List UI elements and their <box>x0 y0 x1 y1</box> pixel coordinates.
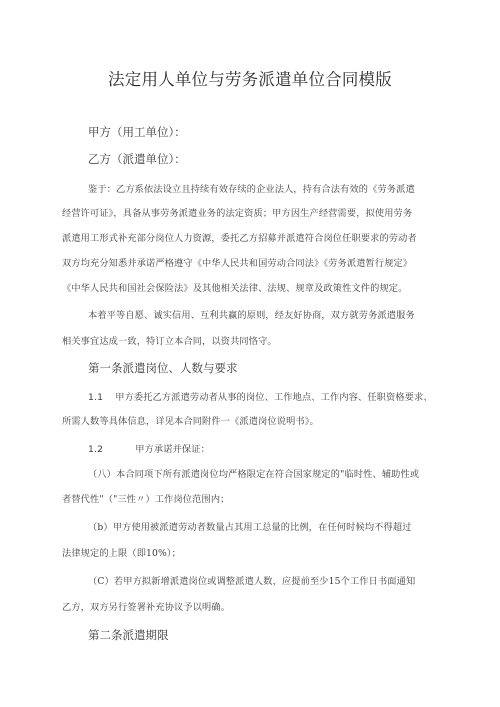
preamble-line-4: 双方均充分知悉并承诺严格遵守《中华人民共和国劳动合同法》《劳务派遣暂行规定》 <box>62 258 413 269</box>
article-1-heading: 第一条派遣岗位、人数与要求 <box>88 361 238 375</box>
agreement-line-2: 相关事宜达成一致，特订立本合同，以资共同恪守。 <box>62 336 277 347</box>
party-a-line: 甲方（用工单位）： <box>88 125 186 139</box>
document-title: 法定用人单位与劳务派遣单位合同模版 <box>108 70 392 89</box>
preamble-line-1: 鉴于：乙方系依法设立且持续有效存续的企业法人，持有合法有效的《劳务派遣 <box>88 184 415 195</box>
item-b-line-2: 法律规定的上限（即10%）； <box>62 548 181 559</box>
clause-1-2-line <box>88 441 210 455</box>
preamble-line-3: 派遣用工形式补充部分岗位人力资源，委托乙方招募并派遣符合岗位任职要求的劳动者 <box>62 233 417 244</box>
agreement-line-1: 本着平等自愿、诚实信用、互利共赢的原则，经友好协商，双方就劳务派遣服务 <box>88 310 415 321</box>
clause-1-1-line-2: 所需人数等具体信息，详见本合同附件一《派遣岗位说明书》。 <box>62 416 319 427</box>
clause-text: 甲方承诺并保证： <box>135 444 210 455</box>
preamble-line-5: 《中华人民共和国社会保险法》及其他相关法律、法规、规章及政策性文件的规定。 <box>62 283 408 294</box>
clause-number: 1.2 <box>88 444 104 455</box>
item-c-line-2: 乙方，双方另行签署补充协议予以明确。 <box>62 602 231 613</box>
clause-text: 甲方委托乙方派遣劳动者从事的岗位、工作地点、工作内容、任职资格要求、 <box>115 392 433 403</box>
clause-1-1-line-1 <box>88 389 433 403</box>
item-c-line-1: （C）若甲方拟新增派遣岗位或调整派遣人数，应提前至少15个工作日书面通知 <box>88 576 416 587</box>
preamble-line-2: 经营许可证》，具备从事劳务派遣业务的法定资质；甲方因生产经营需要，拟使用劳务 <box>62 208 413 219</box>
item-a-line-2: 者替代性"（"三性〃）工作岗位范围内； <box>62 494 230 505</box>
item-b-line-1: （b）甲方使用被派遣劳动者数量占其用工总量的比例，在任何时候均不得超过 <box>88 522 412 533</box>
clause-number: 1.1 <box>88 392 104 403</box>
article-2-heading: 第二条派遣期限 <box>88 628 169 642</box>
party-b-line: 乙方（派遣单位）： <box>88 152 186 166</box>
item-a-line-1: （八）本合同项下所有派遣岗位均严格限定在符合国家规定的"临时性、辅助性或 <box>88 469 420 480</box>
